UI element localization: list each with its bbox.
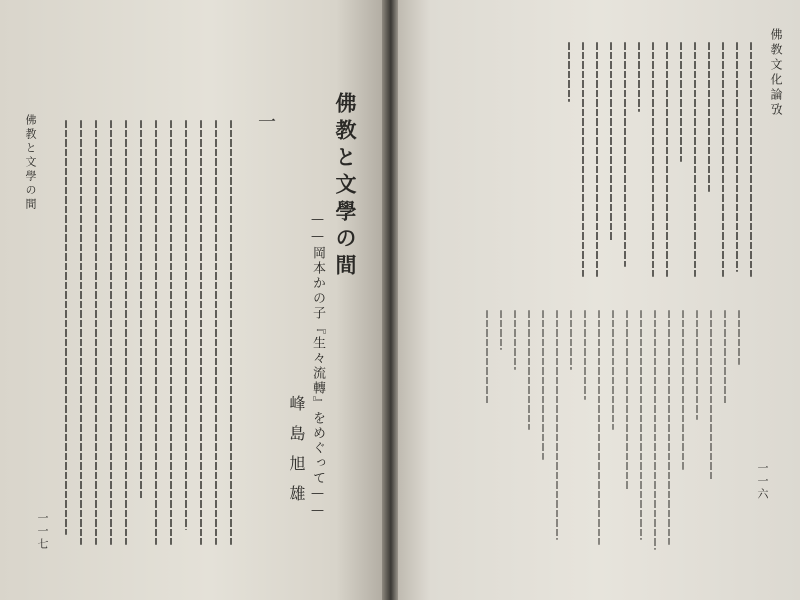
text-line [624,42,626,267]
text-line [736,42,738,272]
page-number: 一一七 [36,512,49,551]
text-line [230,120,232,545]
text-line [596,42,598,277]
text-line [682,310,684,470]
text-line [582,42,584,277]
text-line [486,310,488,405]
text-line [514,310,516,370]
text-line [170,120,172,545]
running-footer: 佛教と文學の間 [24,114,37,212]
text-line [708,42,710,192]
text-line [200,120,202,545]
text-line [694,42,696,277]
article-author: 峰島旭雄 [287,395,306,515]
text-line [652,42,654,277]
text-line [710,310,712,480]
text-line [654,310,656,550]
book-gutter [382,0,398,600]
text-line [612,310,614,430]
text-line [640,310,642,540]
page-number: 一一六 [756,462,769,501]
text-line [638,42,640,112]
text-line [598,310,600,545]
text-line [626,310,628,490]
text-line [155,120,157,545]
text-line [500,310,502,350]
text-line [584,310,586,400]
text-line [65,120,67,535]
text-line [722,42,724,277]
text-line [556,310,558,540]
text-line [140,120,142,500]
right-page [398,0,800,600]
text-line [125,120,127,545]
text-line [568,42,570,102]
section-number: 一 [255,112,276,131]
text-line [570,310,572,370]
text-line [668,310,670,545]
text-line [610,42,612,242]
text-line [542,310,544,460]
text-line [724,310,726,405]
text-line [528,310,530,430]
text-line [185,120,187,530]
running-header: 佛教文化論攷 [769,28,783,118]
text-line [110,120,112,545]
article-subtitle: ——岡本かの子『生々流轉』をめぐって—— [310,212,325,520]
text-line [680,42,682,162]
text-line [215,120,217,545]
left-page [0,0,382,600]
text-line [95,120,97,545]
text-line [696,310,698,420]
text-line [666,42,668,277]
text-line [738,310,740,365]
article-title: 佛教と文學の間 [333,92,358,281]
text-line [80,120,82,545]
text-line [750,42,752,277]
